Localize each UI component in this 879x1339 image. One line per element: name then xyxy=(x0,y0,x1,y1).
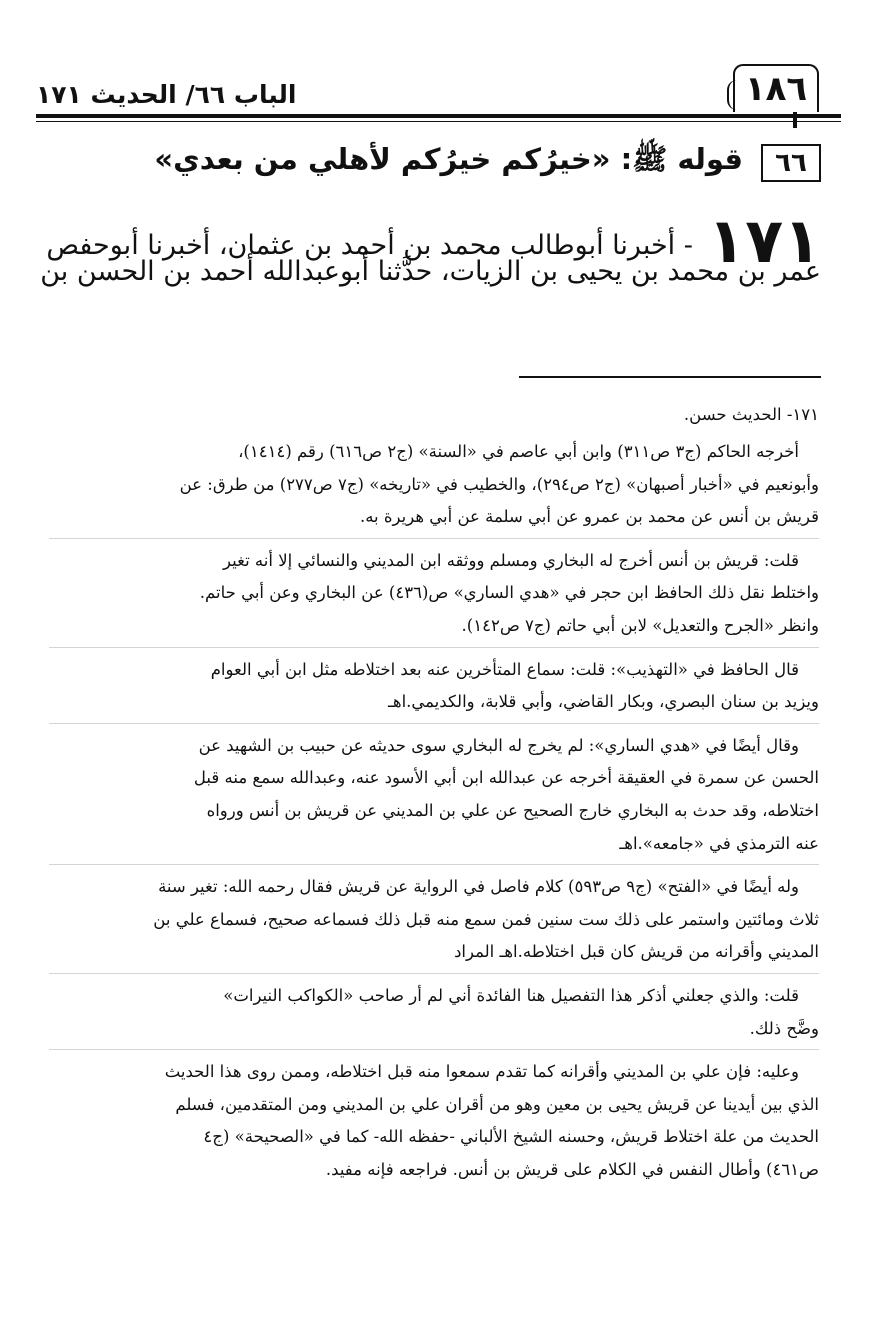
footnote-heading: ١٧١- الحديث حسن. xyxy=(683,405,819,424)
footnote-line: الحديث من علة اختلاط قريش، وحسنه الشيخ الألباني -حفظه الله- كما في «الصحيحة» (ج٤ xyxy=(203,1127,819,1147)
chapter-number-box: ٦٦ xyxy=(761,144,821,182)
footnote-line: قال الحافظ في «التهذيب»: قلت: سماع المتأخرين عنه بعد اختلاطه مثل ابن أبي العوام xyxy=(210,659,799,679)
footnote-line: وانظر «الجرح والتعديل» لابن أبي حاتم (ج٧ ص١٤٢). xyxy=(461,615,819,635)
frame-scroll-ornament xyxy=(727,80,743,110)
footnote-line: وقال أيضًا في «هدي الساري»: لم يخرج له البخاري سوى حديثه عن حبيب بن الشهيد عن xyxy=(198,735,799,755)
running-title: الباب ٦٦/ الحديث ١٧١ xyxy=(36,80,297,109)
chapter-title: قوله ﷺ: «خيرُكم خيرُكم لأهلي من بعدي» xyxy=(154,142,743,176)
header-rule-tick xyxy=(793,112,797,128)
footnote-line: وضَّح ذلك. xyxy=(749,1018,819,1038)
footnote-line: الحسن عن سمرة في العقيقة أخرجه عن عبدالله ابن أبي الأسود عنه، وعبدالله سمع منه قبل xyxy=(193,768,819,788)
footnote-separator xyxy=(519,376,821,378)
footnote-line: اختلاطه، وقد حدث به البخاري خارج الصحيح عن علي بن المديني عن قريش بن أنس ورواه xyxy=(206,800,819,820)
footnote-line: ويزيد بن سنان البصري، وبكار القاضي، وأبي قلابة، والكديمي.اهـ xyxy=(388,692,819,712)
footnote-line: وعليه: فإن علي بن المديني وأقرانه كما تقدم سمعوا منه قبل اختلاطه، وممن روى هذا الحديث xyxy=(164,1062,799,1082)
footnote-paragraph xyxy=(49,1056,819,1190)
footnote-line: قلت: والذي جعلني أذكر هذا التفصيل هنا الفائدة أني لم أر صاحب «الكواكب النيرات» xyxy=(223,985,799,1005)
footnote-line: عنه الترمذي في «جامعه».اهـ xyxy=(619,833,819,853)
footnote-paragraph xyxy=(49,654,819,724)
footnote-paragraph xyxy=(49,436,819,539)
footnote-line: ثلاث ومائتين واستمر على ذلك ست سنين فمن سمع منه قبل ذلك فسماعه صحيح، فسماع علي بن xyxy=(153,909,819,929)
footnote-paragraph xyxy=(49,730,819,865)
footnote-paragraph xyxy=(49,871,819,974)
page-number-frame xyxy=(733,64,819,112)
chapter-heading xyxy=(154,140,821,186)
footnote-line: المديني وأقرانه من قريش كان قبل اختلاطه.اهـ المراد xyxy=(454,942,819,962)
hadith-number: ١٧١ xyxy=(707,204,821,277)
footnote-paragraph xyxy=(49,545,819,648)
header-rule xyxy=(36,114,841,118)
page-number: ١٨٦ xyxy=(744,69,808,109)
footnotes xyxy=(49,398,819,1196)
footnote-line: الذي بين أيدينا عن قريش يحيى بن معين وهو من أقران علي بن المديني ومن المتقدمين، فسلم xyxy=(175,1094,819,1114)
footnote-line: قلت: قريش بن أنس أخرج له البخاري ومسلم ووثقه ابن المديني والنسائي إلا أنه تغير xyxy=(223,550,799,570)
hadith-line-2: عمر بن محمد بن يحيى بن الزيات، حدَّثنا أبوعبدالله أحمد بن الحسن بن xyxy=(40,256,821,287)
footnote-line: وله أيضًا في «الفتح» (ج٩ ص٥٩٣) كلام فاصل في الرواية عن قريش فقال رحمه الله: تغير سنة xyxy=(158,877,799,897)
header-rule-thin xyxy=(36,121,841,122)
footnote-paragraph xyxy=(49,980,819,1050)
footnote-line: أخرجه الحاكم (ج٣ ص٣١١) وابن أبي عاصم في «السنة» (ج٢ ص٦١٦) رقم (١٤١٤)، xyxy=(238,442,799,461)
footnote-line: قريش بن أنس عن محمد بن عمرو عن أبي سلمة عن أبي هريرة به. xyxy=(359,507,819,527)
footnote-line: ص٤٦١) وأطال النفس في الكلام على قريش بن أنس. فراجعه فإنه مفيد. xyxy=(325,1159,819,1179)
hadith-text-1: - أخبرنا أبوطالب محمد بن أحمد بن عثمان، أخبرنا أبوحفص xyxy=(46,230,693,261)
footnote-line: وأبونعيم في «أخبار أصبهان» (ج٢ ص٢٩٤)، والخطيب في «تاريخه» (ج٧ ص٢٧٧) من طرق: عن xyxy=(179,474,819,494)
footnote-line: واختلط نقل ذلك الحافظ ابن حجر في «هدي الساري» ص(٤٣٦) عن البخاري وعن أبي حاتم. xyxy=(199,583,819,603)
